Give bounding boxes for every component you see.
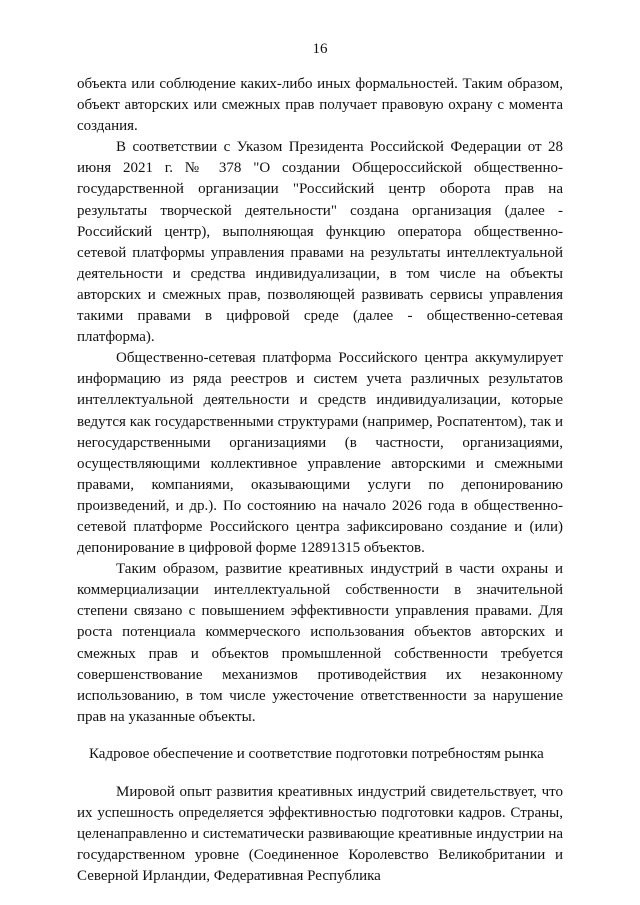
paragraph-continuation: объекта или соблюдение каких-либо иных формальностей. Таким образом, объект авторских или смежных прав получает правовую охрану с момента создания. bbox=[77, 76, 563, 135]
section-heading: Кадровое обеспечение и соответствие подготовки потребностям рынка bbox=[89, 745, 544, 762]
paragraph-decree: В соответствии с Указом Президента Российской Федерации от 28 июня 2021 г. № 378 "О создании Общероссийской общественно-государственной организации "Российский центр оборота прав на результаты творческой деятельности" создана организация (далее - Российский центр), выполняющая функцию оператора общественно-сетевой платформы управления правами на результаты интеллектуальной деятельности и средства индивидуализации, в том числе на объекты авторских и смежных прав, позволяющей развивать сервисы управления такими правами в цифровой среде (далее - общественно-сетевая платформа). bbox=[77, 139, 563, 346]
page-number: 16 bbox=[312, 41, 328, 57]
paragraph-platform: Общественно-сетевая платформа Российского центра аккумулирует информацию из ряда реестров и систем учета различных результатов интеллектуальной деятельности и средств индивидуализации, которые ведутся как государственными структурами (например, Роспатентом), так и негосударственными организациями (в частности, организациями, осуществляющими коллективное управление авторскими и смежными правами, компаниями, оказывающими услуги по депонированию произведений, и др.). По состоянию на начало 2026 года в общественно-сетевой платформе Российского центра зафиксировано создание и (или) депонирование в цифровой форме 12891315 объектов. bbox=[77, 350, 563, 557]
paragraph-conclusion: Таким образом, развитие креативных индустрий в части охраны и коммерциализации интеллектуальной собственности в значительной степени связано с повышением эффективности управления правами. Для роста потенциала коммерческого использования объектов авторских и смежных прав и объектов промышленной собственности требуется совершенствование механизмов противодействия их незаконному использованию, в том числе ужесточение ответственности за нарушение прав на указанные объекты. bbox=[77, 561, 563, 725]
document-body bbox=[77, 74, 563, 887]
paragraph-staffing: Мировой опыт развития креативных индустрий свидетельствует, что их успешность определяется эффективностью подготовки кадров. Страны, целенаправленно и систематически развивающие креативные индустрии на государственном уровне (Соединенное Королевство Великобритании и Северной Ирландии, Федеративная Республика bbox=[77, 783, 563, 885]
